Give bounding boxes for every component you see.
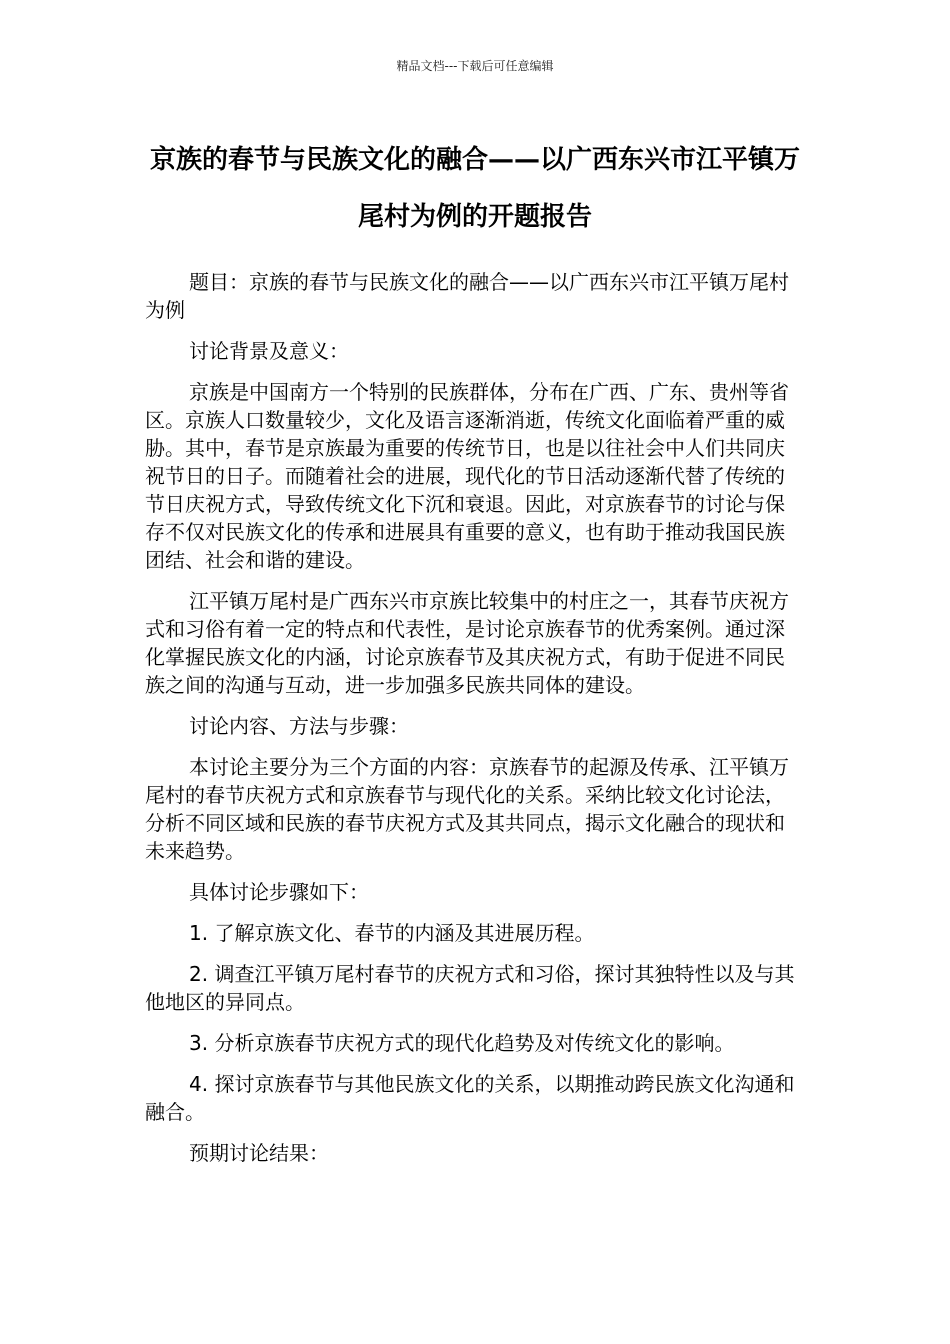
document-title: 京族的春节与民族文化的融合——以广西东兴市江平镇万尾村为例的开题报告 (149, 145, 800, 232)
list-item-step-4: 4. 探讨京族春节与其他民族文化的关系，以期推动跨民族文化沟通和融合。 (145, 1072, 795, 1124)
heading-expected-results: 预期讨论结果： (189, 1141, 329, 1165)
document-body (145, 268, 800, 1180)
list-item-step-1: 1. 了解京族文化、春节的内涵及其进展历程。 (189, 921, 595, 945)
heading-steps: 具体讨论步骤如下： (189, 880, 369, 904)
paragraph-content: 本讨论主要分为三个方面的内容：京族春节的起源及传承、江平镇万尾村的春节庆祝方式和京族春节与现代化的关系。采纳比较文化讨论法，分析不同区域和民族的春节庆祝方式及其共同点，揭示文化融合的现状和未来趋势。 (145, 755, 789, 863)
paragraph-topic: 题目：京族的春节与民族文化的融合——以广西东兴市江平镇万尾村为例 (145, 270, 789, 322)
list-item-step-3: 3. 分析京族春节庆祝方式的现代化趋势及对传统文化的影响。 (189, 1031, 735, 1055)
heading-background: 讨论背景及意义： (189, 339, 349, 363)
paragraph-background-2: 江平镇万尾村是广西东兴市京族比较集中的村庄之一，其春节庆祝方式和习俗有着一定的特点和代表性，是讨论京族春节的优秀案例。通过深化掌握民族文化的内涵，讨论京族春节及其庆祝方式，有助于促进不同民族之间的沟通与互动，进一步加强多民族共同体的建设。 (145, 589, 789, 697)
list-item-step-2: 2. 调查江平镇万尾村春节的庆祝方式和习俗，探讨其独特性以及与其他地区的异同点。 (145, 962, 795, 1014)
heading-content-methods: 讨论内容、方法与步骤： (189, 714, 409, 738)
page-header-note: 精品文档---下载后可任意编辑 (396, 59, 554, 73)
paragraph-background-1: 京族是中国南方一个特别的民族群体，分布在广西、广东、贵州等省区。京族人口数量较少，文化及语言逐渐消逝，传统文化面临着严重的威胁。其中，春节是京族最为重要的传统节日，也是以往社会中人们共同庆祝节日的日子。而随着社会的进展，现代化的节日活动逐渐代替了传统的节日庆祝方式，导致传统文化下沉和衰退。因此，对京族春节的讨论与保存不仅对民族文化的传承和进展具有重要的意义，也有助于推动我国民族团结、社会和谐的建设。 (145, 380, 789, 572)
